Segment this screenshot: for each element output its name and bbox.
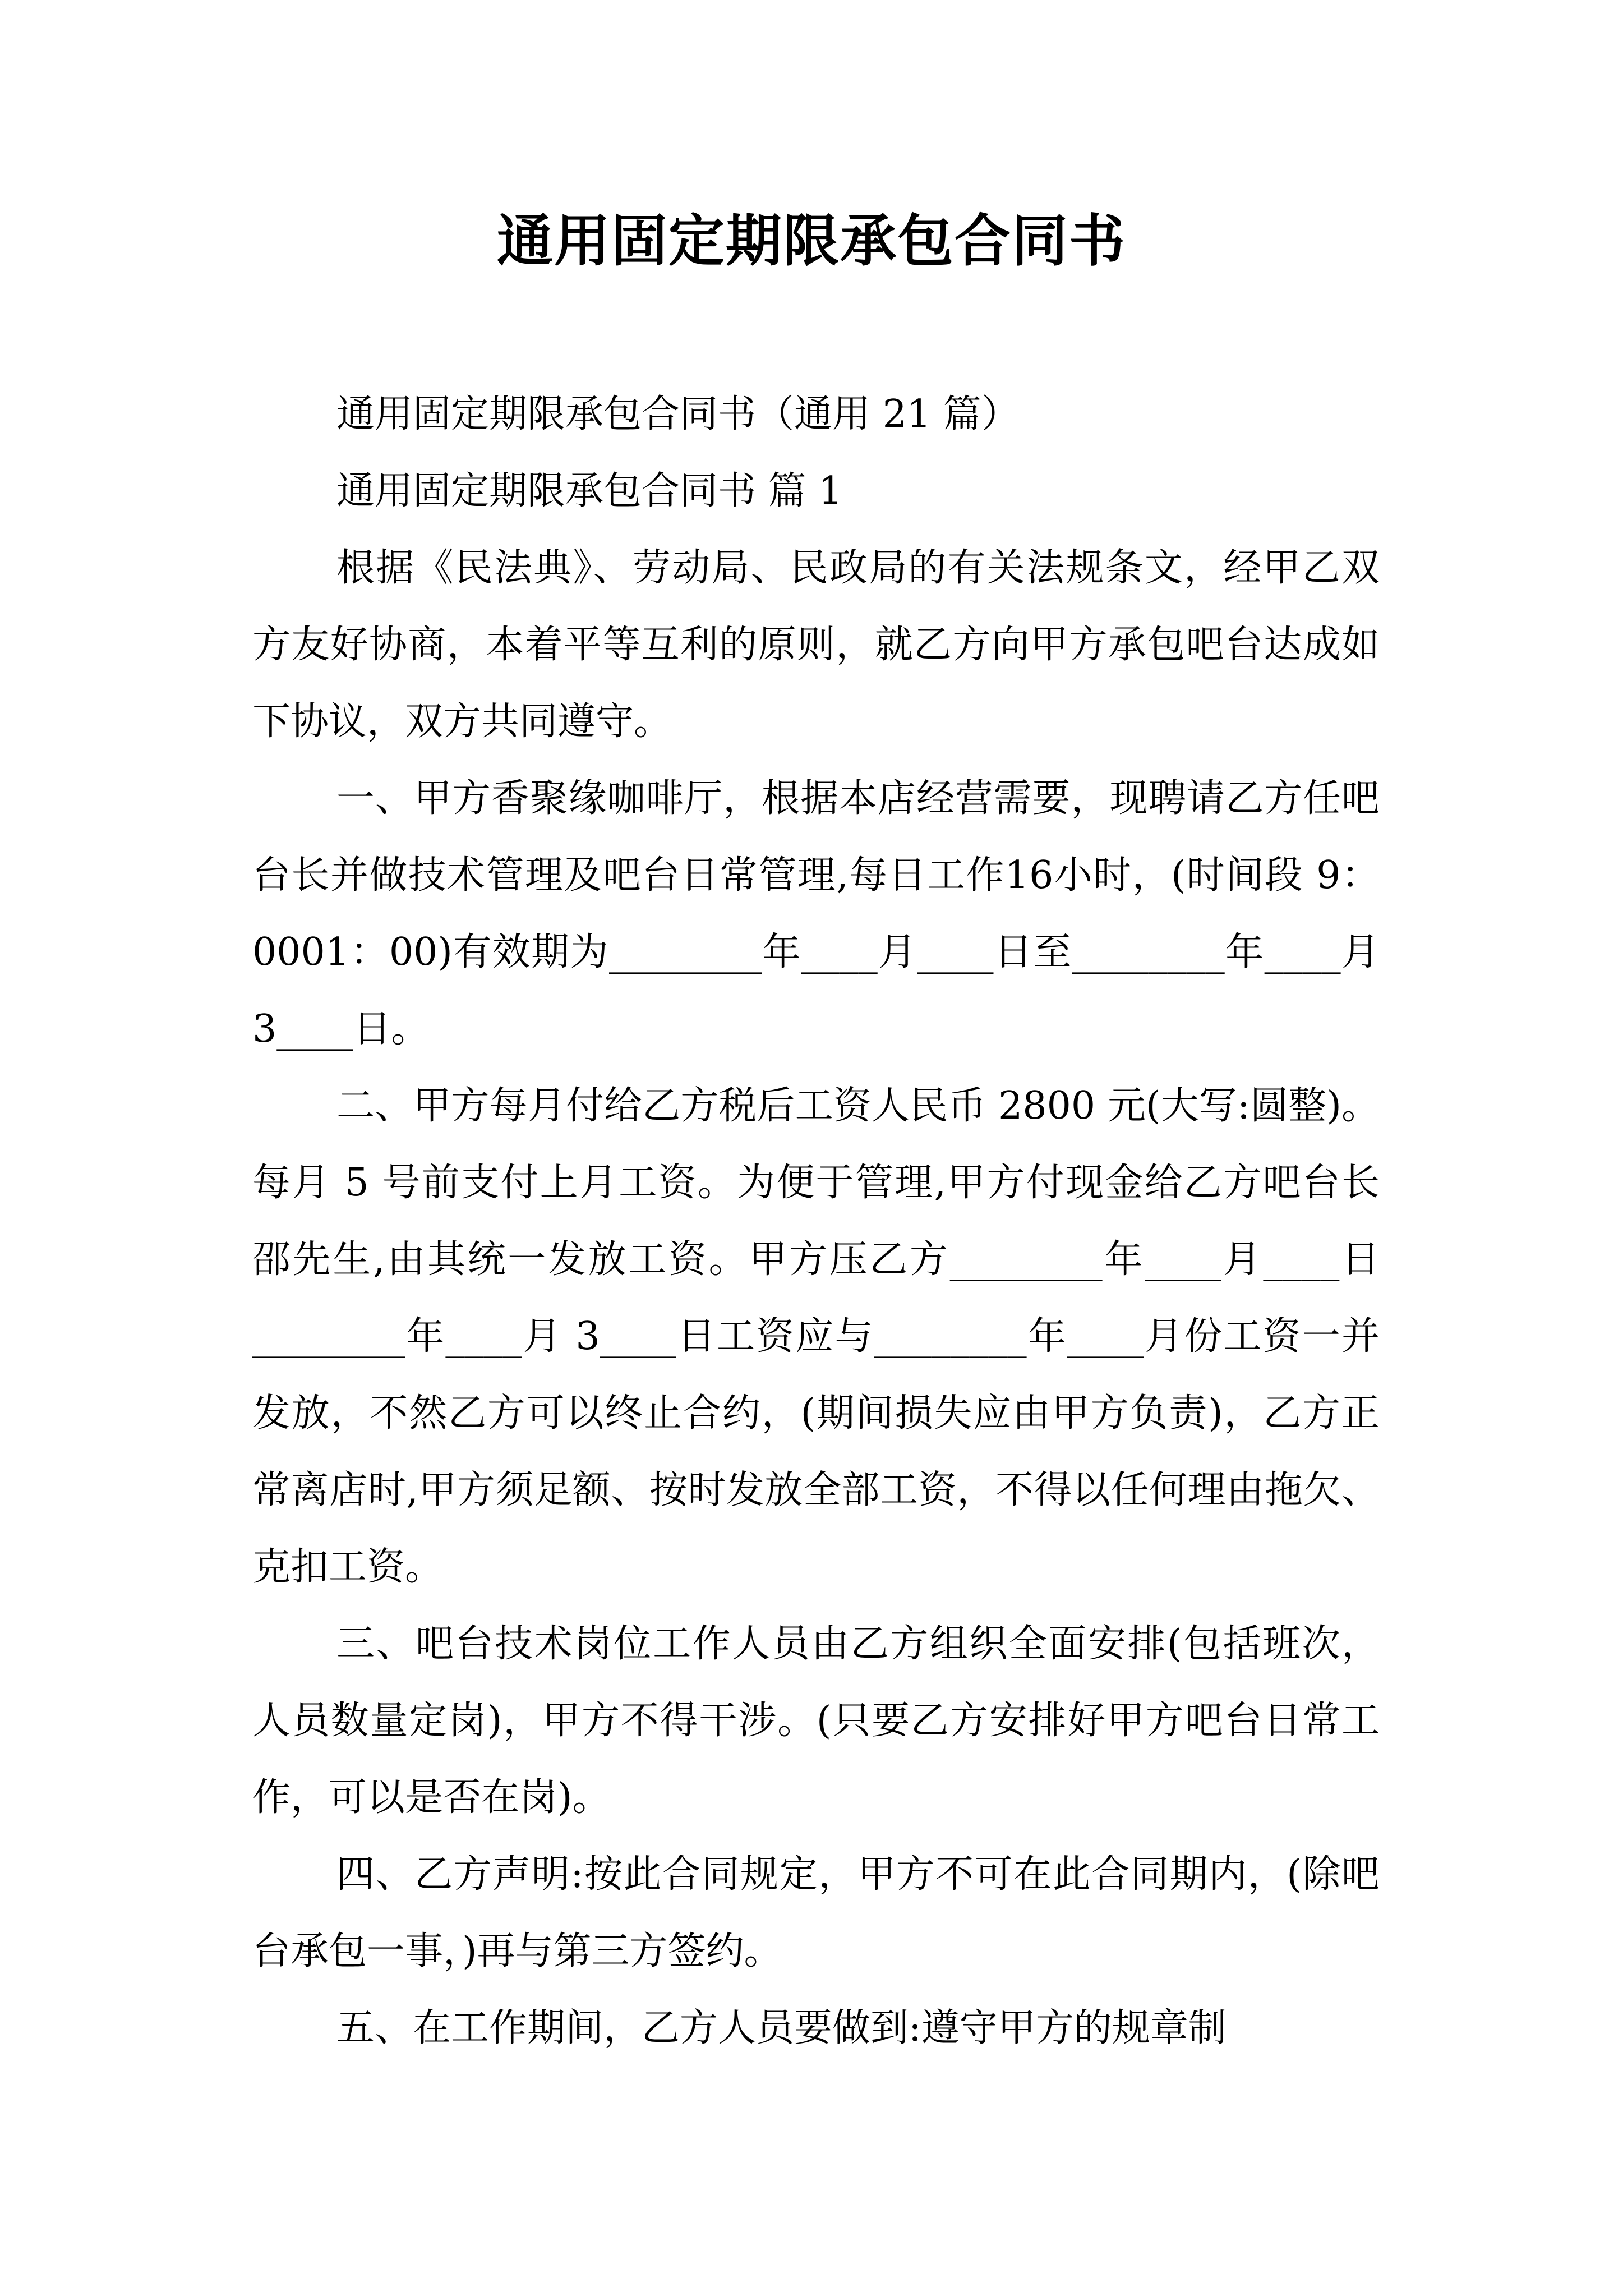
paragraph-clause-2: 二、甲方每月付给乙方税后工资人民币 2800 元(大写:圆整)。每月 5 号前支付上月工资。为便于管理,甲方付现金给乙方吧台长邵先生,由其统一发放工资。甲方压乙方________年____月____日________年____月 3____日工资应与________年____月份工资一并发放，不然乙方可以终止合约，(期间损失应由甲方负责)，乙方正常离店时,甲方须足额、按时发放全部工资，不得以任何理由拖欠、克扣工资。 (252, 1084, 1380, 1589)
document-body (252, 376, 1380, 2067)
paragraph-clause-5: 五、在工作期间，乙方人员要做到:遵守甲方的规章制 (336, 2006, 1227, 2050)
paragraph-preamble: 根据《民法典》、劳动局、民政局的有关法规条文，经甲乙双方友好协商，本着平等互利的原则，就乙方向甲方承包吧台达成如下协议，双方共同遵守。 (252, 546, 1380, 744)
paragraph-clause-3: 三、吧台技术岗位工作人员由乙方组织全面安排(包括班次，人员数量定岗)，甲方不得干涉。(只要乙方安排好甲方吧台日常工作，可以是否在岗)。 (252, 1622, 1380, 1820)
section-heading: 通用固定期限承包合同书 篇 1 (336, 469, 843, 513)
document-title: 通用固定期限承包合同书 (497, 208, 1126, 274)
paragraph-clause-1: 一、甲方香聚缘咖啡厅，根据本店经营需要，现聘请乙方任吧台长并做技术管理及吧台日常管理,每日工作16小时，(时间段 9：0001：00)有效期为________年____月____日至________年____月 3____日。 (252, 776, 1380, 1051)
document-subtitle: 通用固定期限承包合同书（通用 21 篇） (336, 392, 1020, 436)
paragraph-clause-4: 四、乙方声明:按此合同规定，甲方不可在此合同期内，(除吧台承包一事，)再与第三方签约。 (252, 1852, 1380, 1973)
